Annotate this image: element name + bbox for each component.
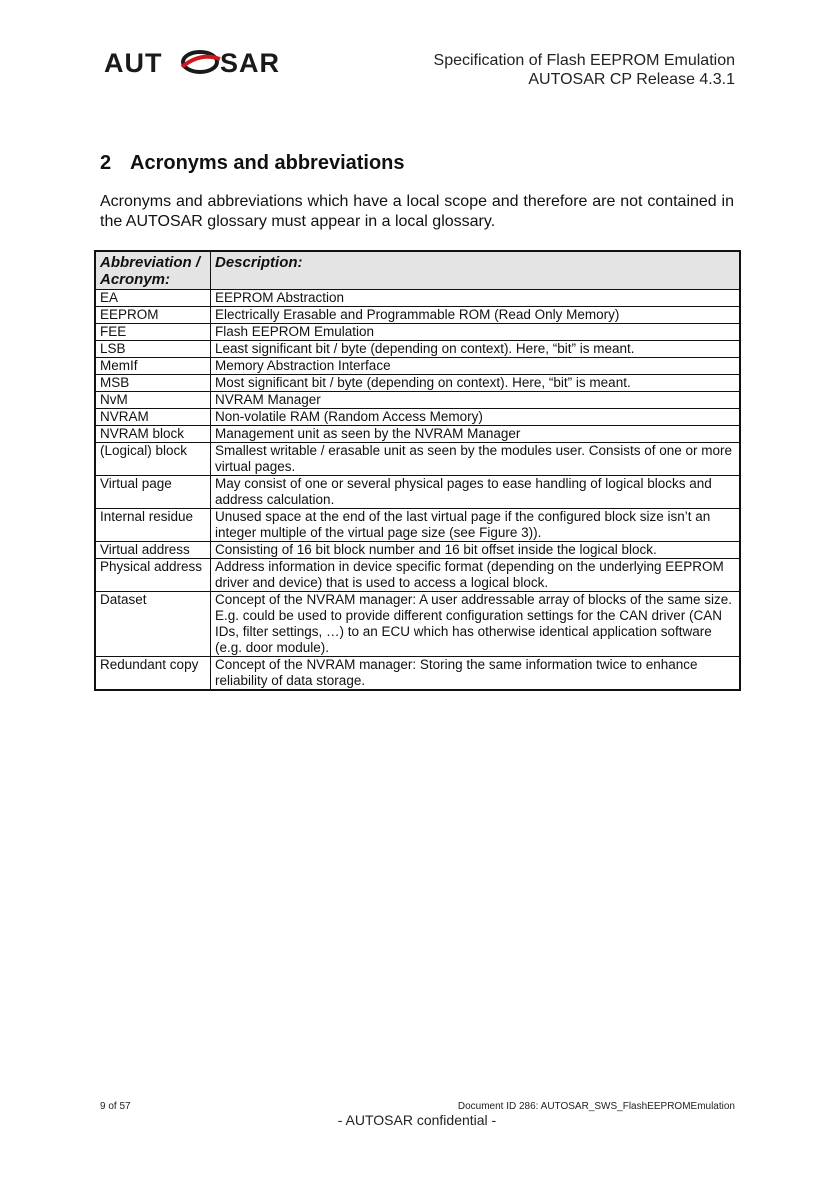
abbreviation-cell: FEE [95, 324, 211, 341]
description-text: Most significant bit / byte (depending on context). Here, “bit” is meant. [215, 375, 631, 390]
table-row [95, 657, 740, 691]
description-cell [211, 657, 741, 691]
description-cell [211, 375, 741, 392]
description-text: Concept of the NVRAM manager: Storing the same information twice to enhance reliability of data storage. [215, 657, 698, 688]
description-cell [211, 476, 741, 509]
description-cell [211, 426, 741, 443]
abbreviation-cell: EEPROM [95, 307, 211, 324]
description-text: Electrically Erasable and Programmable ROM (Read Only Memory) [215, 307, 620, 322]
table-row [95, 375, 740, 392]
svg-text:SAR: SAR [220, 48, 281, 76]
table-row [95, 341, 740, 358]
header-title: Specification of Flash EEPROM Emulation [433, 52, 735, 69]
table-row [95, 307, 740, 324]
abbreviation-cell: MSB [95, 375, 211, 392]
table-row [95, 592, 740, 657]
table-row [95, 324, 740, 341]
abbreviation-cell: Physical address [95, 559, 211, 592]
acronym-table [94, 250, 741, 691]
table-row [95, 409, 740, 426]
svg-text:AUT: AUT [104, 48, 163, 76]
document-header [434, 51, 735, 89]
abbreviation-cell: NvM [95, 392, 211, 409]
table-row [95, 509, 740, 542]
table-body [95, 290, 740, 691]
abbreviation-cell: Virtual address [95, 542, 211, 559]
abbreviation-cell: MemIf [95, 358, 211, 375]
description-cell [211, 542, 741, 559]
description-cell [211, 358, 741, 375]
description-text: E.g. could be used to provide different configuration settings for the CAN driver (CAN IDs, filter settings, …) to an ECU which has otherwise identical application software (e.g. door module). [215, 608, 723, 655]
abbreviation-cell: Dataset [95, 592, 211, 657]
description-cell [211, 307, 741, 324]
abbreviation-cell: Virtual page [95, 476, 211, 509]
description-text: Smallest writable / erasable unit as seen by the modules user. Consists of one or more virtual pages. [215, 443, 733, 474]
description-cell [211, 290, 741, 307]
abbreviation-cell: NVRAM [95, 409, 211, 426]
abbreviation-cell: EA [95, 290, 211, 307]
abbreviation-cell: LSB [95, 341, 211, 358]
header-release: AUTOSAR CP Release 4.3.1 [528, 71, 735, 88]
description-cell [211, 324, 741, 341]
abbreviation-cell: Redundant copy [95, 657, 211, 691]
table-header-row [95, 251, 740, 290]
description-cell [211, 409, 741, 426]
table-row [95, 426, 740, 443]
document-id: Document ID 286: AUTOSAR_SWS_FlashEEPROMEmulation [457, 1101, 735, 1112]
description-text: Concept of the NVRAM manager: A user addressable array of blocks of the same size. [215, 592, 733, 607]
table-row [95, 542, 740, 559]
abbreviation-cell: (Logical) block [95, 443, 211, 476]
description-text: Least significant bit / byte (depending on context). Here, “bit” is meant. [215, 341, 635, 356]
intro-paragraph: Acronyms and abbreviations which have a local scope and therefore are not contained in the AUTOSAR glossary must appear in a local glossary. [100, 193, 734, 230]
table-row [95, 443, 740, 476]
description-text: Management unit as seen by the NVRAM Manager [215, 426, 521, 441]
description-text: Non-volatile RAM (Random Access Memory) [215, 409, 483, 424]
description-cell [211, 509, 741, 542]
table-row [95, 559, 740, 592]
description-text: Flash EEPROM Emulation [215, 324, 375, 339]
section-title: Acronyms and abbreviations [130, 152, 405, 174]
description-text: EEPROM Abstraction [215, 290, 345, 305]
abbreviation-cell: NVRAM block [95, 426, 211, 443]
description-text: NVRAM Manager [215, 392, 321, 407]
column-header-abbreviation: Abbreviation / Acronym: [95, 251, 211, 290]
description-text: May consist of one or several physical pages to ease handling of logical blocks and address calculation. [215, 476, 712, 507]
page-number: 9 of 57 [100, 1101, 131, 1112]
section-number: 2 [100, 152, 112, 174]
abbreviation-cell: Internal residue [95, 509, 211, 542]
table-row [95, 392, 740, 409]
table-row [95, 358, 740, 375]
description-text: Unused space at the end of the last virtual page if the configured block size isn’t an integer multiple of the virtual page size (see Figure 3)). [215, 509, 711, 540]
table-row [95, 290, 740, 307]
autosar-logo [104, 48, 330, 76]
section-heading [100, 152, 405, 175]
description-cell [211, 592, 741, 657]
table-row [95, 476, 740, 509]
description-cell [211, 341, 741, 358]
description-text: Consisting of 16 bit block number and 16 bit offset inside the logical block. [215, 542, 657, 557]
description-text: Memory Abstraction Interface [215, 358, 391, 373]
confidential-notice: - AUTOSAR confidential - [337, 1112, 497, 1128]
description-cell [211, 392, 741, 409]
description-cell [211, 559, 741, 592]
description-cell [211, 443, 741, 476]
description-text: Address information in device specific format (depending on the underlying EEPROM driver and device) that is used to access a logical block. [215, 559, 724, 590]
column-header-description: Description: [211, 251, 741, 290]
